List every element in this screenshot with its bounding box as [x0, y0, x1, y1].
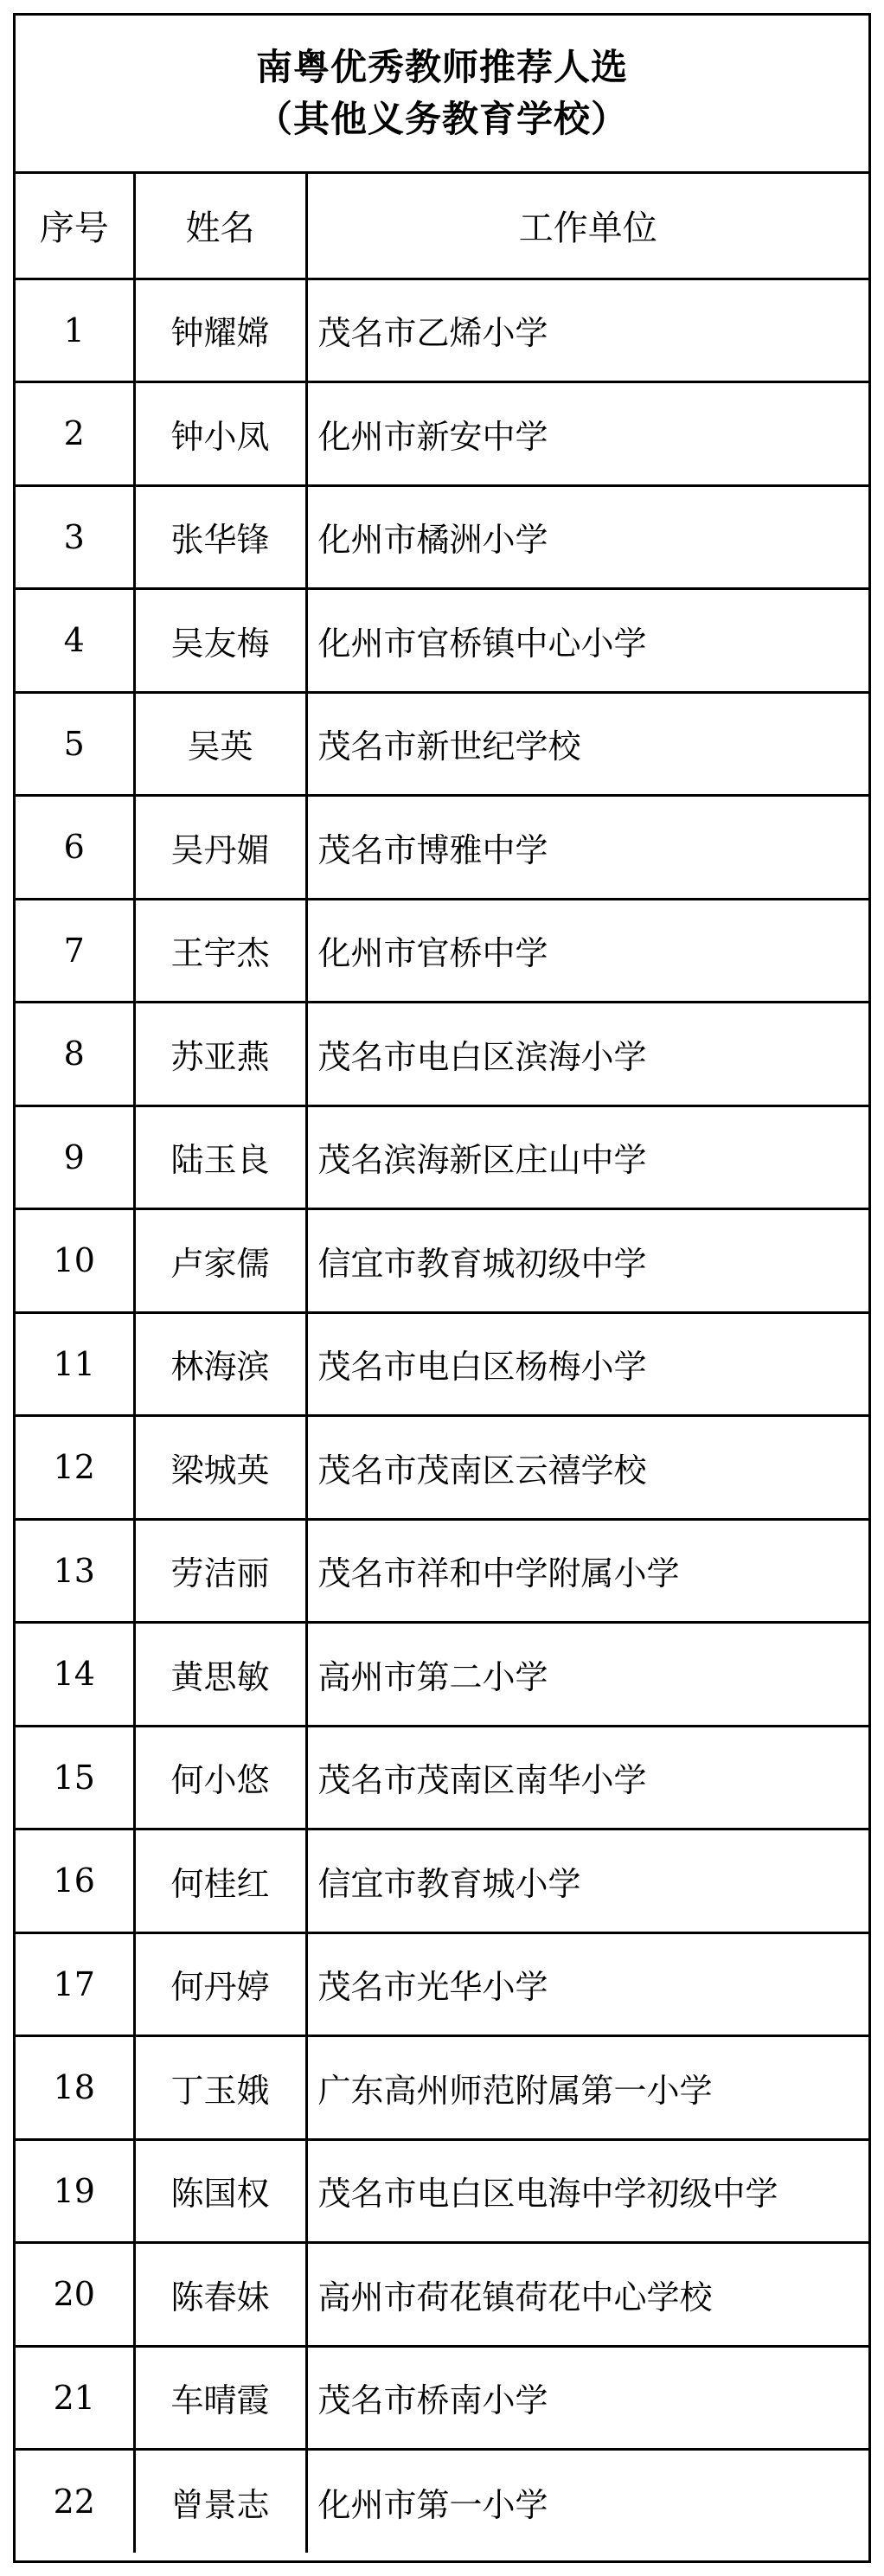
work-unit: 化州市官桥中学: [306, 899, 868, 1003]
row-index: 12: [16, 1416, 134, 1520]
table-row: [16, 2243, 868, 2347]
teacher-name: 陈春妹: [134, 2243, 306, 2347]
row-index: 6: [16, 796, 134, 900]
row-index: 21: [16, 2346, 134, 2450]
teacher-name: 苏亚燕: [134, 1003, 306, 1106]
teacher-name: 吴英: [134, 692, 306, 796]
row-index: 9: [16, 1105, 134, 1209]
teacher-name: 吴友梅: [134, 589, 306, 693]
row-index: 8: [16, 1003, 134, 1106]
teacher-name: 钟耀嫦: [134, 279, 306, 382]
work-unit: 茂名市新世纪学校: [306, 692, 868, 796]
table-row: [16, 1519, 868, 1623]
teacher-name: 何小悠: [134, 1726, 306, 1829]
work-unit: 茂名市博雅中学: [306, 796, 868, 900]
table-row: [16, 2450, 868, 2554]
header-name: 姓名: [134, 174, 306, 279]
teacher-name: 何丹婷: [134, 1932, 306, 2036]
table-row: [16, 796, 868, 900]
header-index: 序号: [16, 174, 134, 279]
table-row: [16, 1416, 868, 1520]
table-row: [16, 1105, 868, 1209]
teacher-name: 卢家儒: [134, 1209, 306, 1313]
header-unit: 工作单位: [306, 174, 868, 279]
title-block: [16, 16, 868, 174]
table-row: [16, 279, 868, 382]
page-title: 南粤优秀教师推荐人选: [255, 46, 628, 88]
teacher-table: [16, 174, 868, 2553]
teacher-name: 张华锋: [134, 485, 306, 589]
row-index: 4: [16, 589, 134, 693]
row-index: 22: [16, 2450, 134, 2554]
teacher-name: 梁城英: [134, 1416, 306, 1520]
row-index: 13: [16, 1519, 134, 1623]
table-row: [16, 2346, 868, 2450]
page-subtitle: （其他义务教育学校）: [255, 98, 628, 140]
table-row: [16, 2036, 868, 2140]
row-index: 10: [16, 1209, 134, 1313]
row-index: 18: [16, 2036, 134, 2140]
work-unit: 茂名市茂南区南华小学: [306, 1726, 868, 1829]
table-row: [16, 899, 868, 1003]
work-unit: 茂名市电白区滨海小学: [306, 1003, 868, 1106]
table-header-row: [16, 174, 868, 279]
work-unit: 信宜市教育城初级中学: [306, 1209, 868, 1313]
work-unit: 高州市第二小学: [306, 1623, 868, 1727]
work-unit: 茂名市桥南小学: [306, 2346, 868, 2450]
table-row: [16, 1003, 868, 1106]
teacher-name: 丁玉娥: [134, 2036, 306, 2140]
row-index: 7: [16, 899, 134, 1003]
teacher-name: 陆玉良: [134, 1105, 306, 1209]
teacher-name: 何桂红: [134, 1829, 306, 1933]
work-unit: 茂名市电白区杨梅小学: [306, 1312, 868, 1416]
teacher-name: 车晴霞: [134, 2346, 306, 2450]
work-unit: 茂名市乙烯小学: [306, 279, 868, 382]
row-index: 14: [16, 1623, 134, 1727]
work-unit: 茂名市祥和中学附属小学: [306, 1519, 868, 1623]
teacher-name: 陈国权: [134, 2139, 306, 2243]
teacher-name: 钟小凤: [134, 382, 306, 486]
work-unit: 化州市橘洲小学: [306, 485, 868, 589]
teacher-name: 吴丹媚: [134, 796, 306, 900]
table-row: [16, 1623, 868, 1727]
teacher-name: 劳洁丽: [134, 1519, 306, 1623]
work-unit: 高州市荷花镇荷花中心学校: [306, 2243, 868, 2347]
work-unit: 茂名市茂南区云禧学校: [306, 1416, 868, 1520]
row-index: 11: [16, 1312, 134, 1416]
row-index: 1: [16, 279, 134, 382]
work-unit: 广东高州师范附属第一小学: [306, 2036, 868, 2140]
teacher-name: 林海滨: [134, 1312, 306, 1416]
work-unit: 化州市官桥镇中心小学: [306, 589, 868, 693]
teacher-name: 曾景志: [134, 2450, 306, 2554]
row-index: 20: [16, 2243, 134, 2347]
work-unit: 信宜市教育城小学: [306, 1829, 868, 1933]
table-row: [16, 1312, 868, 1416]
table-row: [16, 1932, 868, 2036]
table-row: [16, 1829, 868, 1933]
table-row: [16, 692, 868, 796]
work-unit: 化州市新安中学: [306, 382, 868, 486]
work-unit: 茂名市电白区电海中学初级中学: [306, 2139, 868, 2243]
table-row: [16, 1209, 868, 1313]
row-index: 2: [16, 382, 134, 486]
table-row: [16, 589, 868, 693]
teacher-name: 王宇杰: [134, 899, 306, 1003]
row-index: 3: [16, 485, 134, 589]
table-row: [16, 485, 868, 589]
work-unit: 茂名市光华小学: [306, 1932, 868, 2036]
table-row: [16, 382, 868, 486]
table-row: [16, 1726, 868, 1829]
row-index: 5: [16, 692, 134, 796]
row-index: 17: [16, 1932, 134, 2036]
row-index: 16: [16, 1829, 134, 1933]
work-unit: 化州市第一小学: [317, 2485, 548, 2524]
work-unit: 茂名滨海新区庄山中学: [306, 1105, 868, 1209]
row-index: 15: [16, 1726, 134, 1829]
row-index: 19: [16, 2139, 134, 2243]
teacher-name: 黄思敏: [134, 1623, 306, 1727]
recommendation-list: [13, 13, 871, 2563]
table-body: [16, 279, 868, 2553]
table-row: [16, 2139, 868, 2243]
